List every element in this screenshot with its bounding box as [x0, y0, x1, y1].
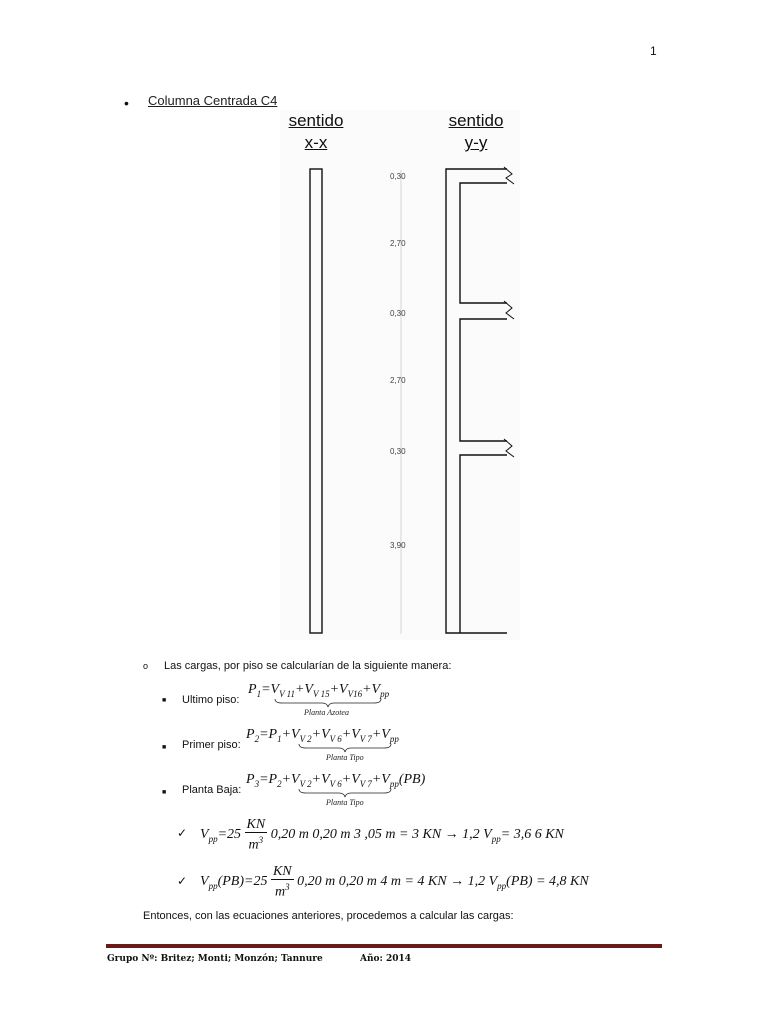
brace-label: Planta Tipo — [326, 798, 364, 807]
xx-column-outline — [310, 169, 322, 633]
calc-1-result-a: 3 KN — [411, 827, 442, 842]
underbrace-icon — [298, 743, 392, 753]
bullet-icon: • — [124, 95, 129, 111]
break-marks — [504, 167, 514, 457]
calc-2-result-a: 4 KN — [417, 874, 447, 889]
equation-p2: $P_2=P_1+V_{V 2}+V_{V 6}+V_{V 7}+V_{pp}$ — [246, 727, 399, 744]
brace-label: Planta Azotea — [304, 708, 349, 717]
dimension-label: 0,30 — [390, 447, 406, 456]
intro-text: Las cargas, por piso se calcularían de la siguiente manera: — [164, 660, 452, 672]
column-elevation-svg — [280, 110, 520, 640]
footer-rule — [106, 944, 662, 948]
check-icon: ✓ — [177, 826, 188, 840]
underbrace-icon — [274, 698, 382, 708]
section-heading[interactable]: Columna Centrada C4 — [148, 93, 278, 108]
equation-p1: $P_1=V_{V 11}+V_{V 15}+V_{V16}+V_{pp}$ — [248, 682, 390, 699]
dimension-label: 3,90 — [390, 541, 406, 550]
footer-authors: Grupo Nº: Britez; Monti; Monzón; Tannure — [107, 954, 323, 964]
calc-line-1: $V_{pp}=25$ $\frac{KN}{m^3}$ 0,20 m 0,20 m 3 ,05 m = 3 KN → 1,2 $V_{pp}= 3,6$ 6 KN — [200, 816, 564, 853]
square-bullet-icon: ■ — [162, 789, 167, 796]
brace-label: Planta Tipo — [326, 753, 364, 762]
dimension-label: 0,30 — [390, 172, 406, 181]
yy-column-outline — [446, 169, 507, 633]
column-drawing — [280, 110, 520, 640]
square-bullet-icon: ■ — [162, 744, 167, 751]
dimension-label: 2,70 — [390, 376, 406, 385]
dimension-label: 0,30 — [390, 309, 406, 318]
circle-bullet-icon: o — [143, 661, 149, 671]
closing-text: Entonces, con las ecuaciones anteriores, procedemos a calcular las cargas: — [143, 910, 514, 922]
calc-1-result-b: 3,6 6 KN — [513, 827, 564, 842]
yy-title: sentido y-y — [448, 111, 504, 152]
underbrace-icon — [298, 788, 392, 798]
item-label: Primer piso: — [182, 739, 241, 751]
footer-year: Año: 2014 — [360, 954, 412, 964]
square-bullet-icon: ■ — [162, 697, 167, 704]
calc-line-2: $V_{pp}(PB)=25$ $\frac{KN}{m^3}$ 0,20 m 0,20 m 4 m = 4 KN → 1,2 $V_{pp}(PB) = 4,8$ KN — [200, 863, 589, 900]
check-icon: ✓ — [177, 874, 188, 888]
item-label: Ultimo piso: — [182, 694, 240, 706]
item-label: Planta Baja: — [182, 784, 242, 796]
dimension-label: 2,70 — [390, 239, 406, 248]
calc-2-result-b: 4,8 KN — [549, 874, 589, 889]
equation-p3: $P_3=P_2+V_{V 2}+V_{V 6}+V_{V 7}+V_{pp}(PB)$ — [246, 772, 426, 789]
xx-title: sentido x-x — [288, 111, 344, 152]
page-number: 1 — [650, 44, 657, 58]
